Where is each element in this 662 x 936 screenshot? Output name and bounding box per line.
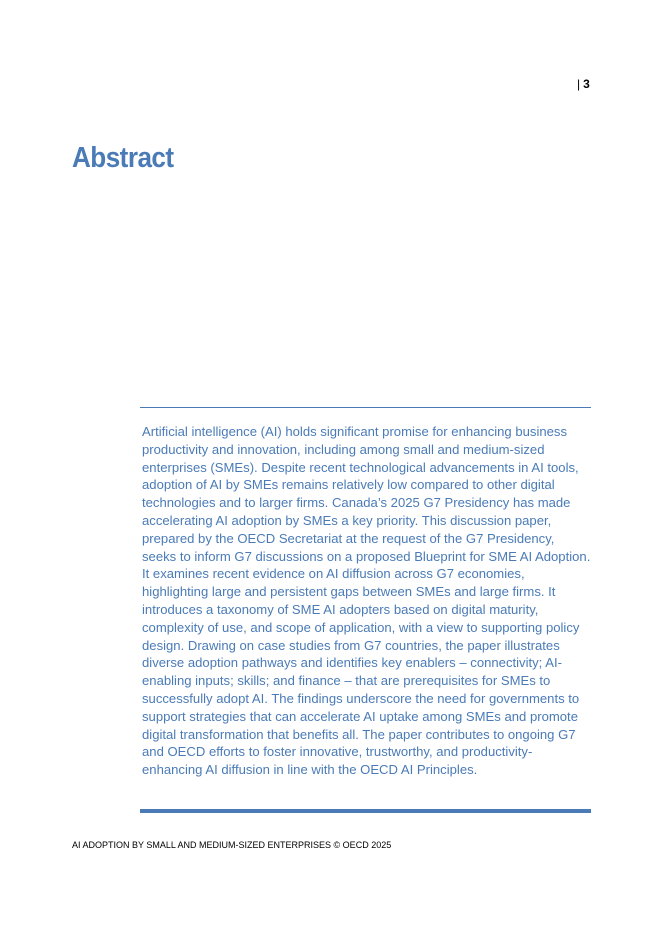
abstract-text: Artificial intelligence (AI) holds significant promise for enhancing business productivity and innovation, including among small and medium-sized enterprises (SMEs). Despite recent technological advancements in AI tools, adoption of AI by SMEs remains relatively low compared to other digital technologies and to larger firms. Canada’s 2025 G7 Presidency has made accelerating AI adoption by SMEs a key priority. This discussion paper, prepared by the OECD Secretariat at the request of the G7 Presidency, seeks to inform G7 discussions on a proposed Blueprint for SME AI Adoption. It examines recent evidence on AI diffusion across G7 economies, highlighting large and persistent gaps between SMEs and large firms. It introduces a taxonomy of SME AI adopters based on digital maturity, complexity of use, and scope of application, with a view to supporting policy design. Drawing on case studies from G7 countries, the paper illustrates diverse adoption pathways and identifies key enablers – connectivity; AI-enabling inputs; skills; and finance – that are prerequisites for SMEs to successfully adopt AI. The findings underscore the need for governments to support strategies that can accelerate AI uptake among SMEs and promote digital transformation that benefits all. The paper contributes to ongoing G7 and OECD efforts to foster innovative, trustworthy, and productivity-enhancing AI diffusion in line with the OECD AI Principles. — [142, 424, 591, 778]
page-number-value: 3 — [583, 77, 590, 91]
page-footer: AI ADOPTION BY SMALL AND MEDIUM-SIZED ENTERPRISES © OECD 2025 — [72, 840, 392, 850]
abstract-top-rule — [140, 407, 591, 408]
abstract-bottom-rule — [140, 809, 591, 813]
page-title: Abstract — [72, 142, 174, 174]
page-number-separator: | — [577, 77, 581, 91]
page-number — [577, 77, 590, 91]
